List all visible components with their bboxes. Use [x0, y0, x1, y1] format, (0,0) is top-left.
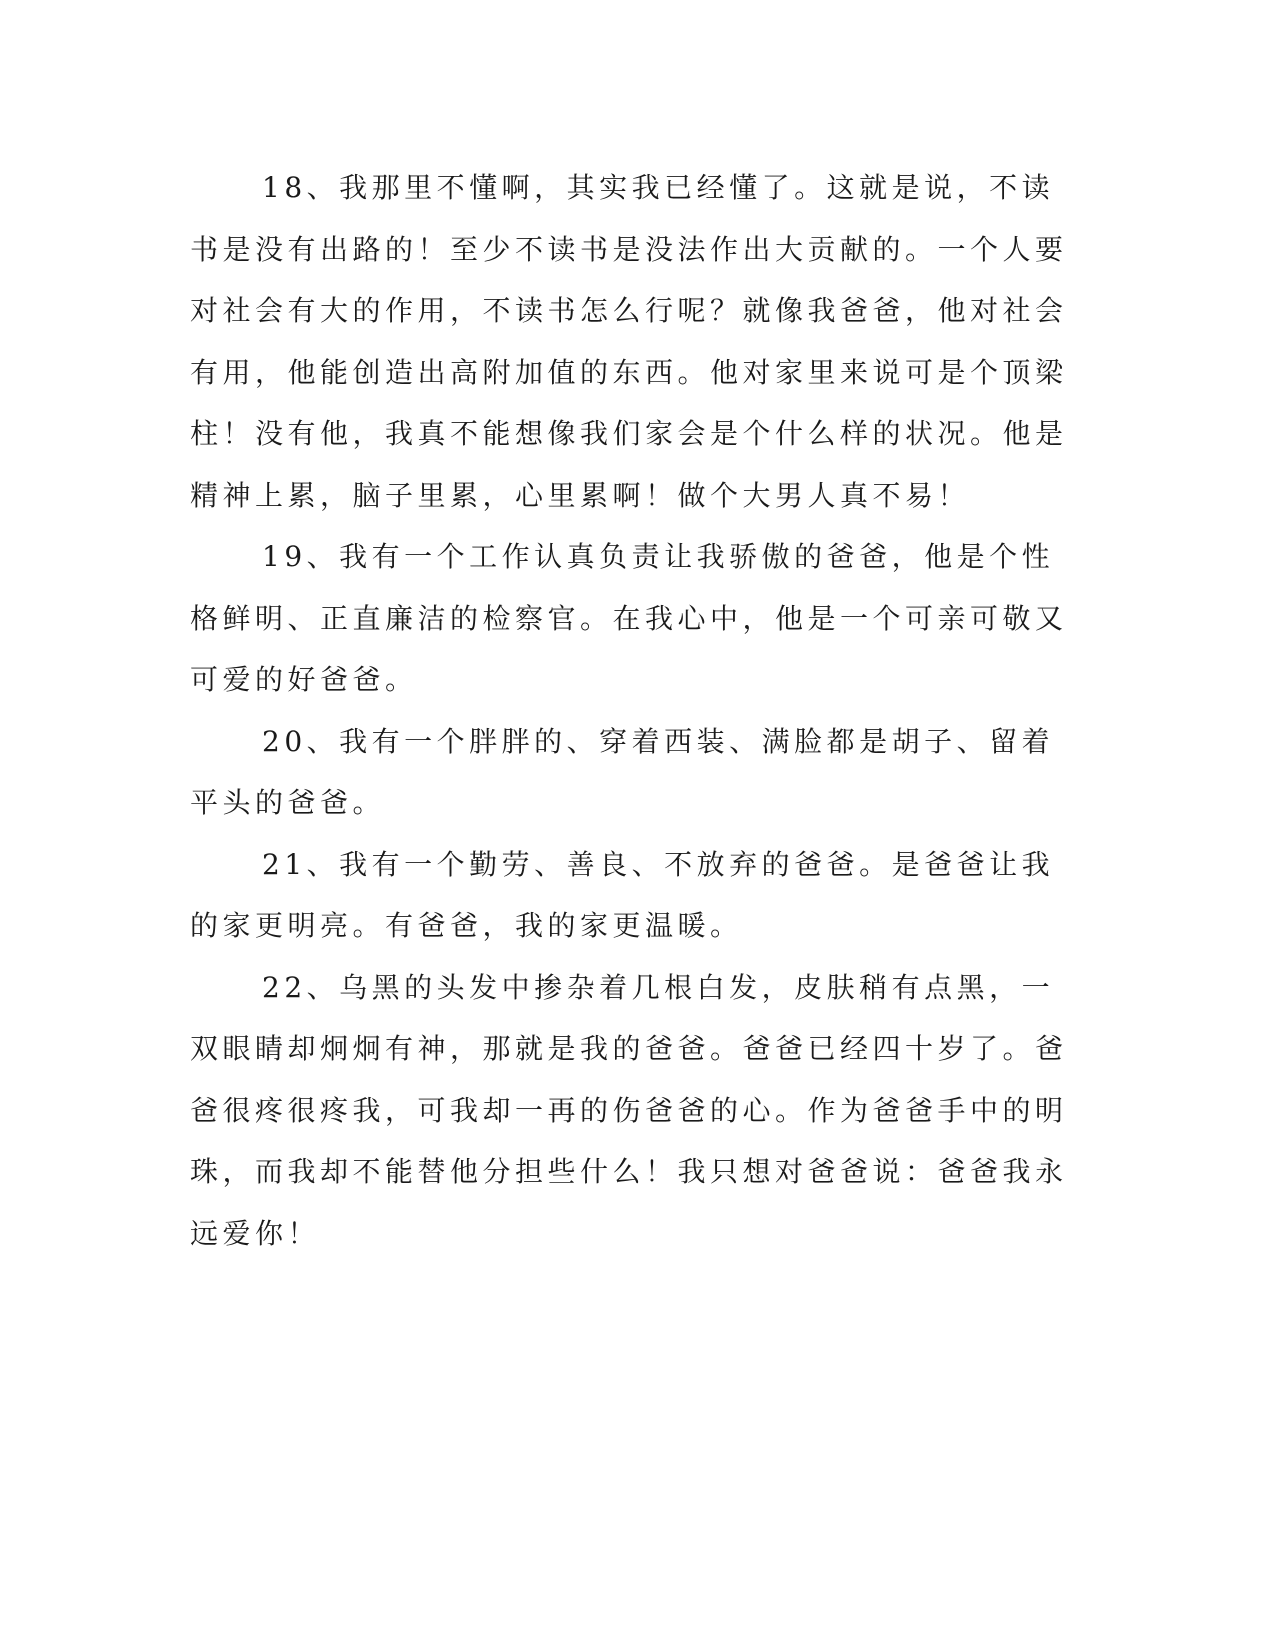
paragraph-22: 22、乌黑的头发中掺杂着几根白发，皮肤稍有点黑，一双眼睛却炯炯有神，那就是我的爸爸。爸爸已经四十岁了。爸爸很疼很疼我，可我却一再的伤爸爸的心。作为爸爸手中的明珠，而我却不能替他分担些什么！我只想对爸爸说：爸爸我永远爱你！ [190, 970, 1068, 1250]
document-body [190, 157, 1080, 1264]
paragraph-21: 21、我有一个勤劳、善良、不放弃的爸爸。是爸爸让我的家更明亮。有爸爸，我的家更温暖。 [190, 847, 1055, 942]
paragraph-20: 20、我有一个胖胖的、穿着西装、满脸都是胡子、留着平头的爸爸。 [190, 724, 1055, 819]
paragraph-19: 19、我有一个工作认真负责让我骄傲的爸爸，他是个性格鲜明、正直廉洁的检察官。在我心中，他是一个可亲可敬又可爱的好爸爸。 [190, 540, 1068, 696]
paragraph-18: 18、我那里不懂啊，其实我已经懂了。这就是说，不读书是没有出路的！至少不读书是没法作出大贡献的。一个人要对社会有大的作用，不读书怎么行呢？就像我爸爸，他对社会有用，他能创造出高附加值的东西。他对家里来说可是个顶梁柱！没有他，我真不能想像我们家会是个什么样的状况。他是精神上累，脑子里累，心里累啊！做个大男人真不易！ [190, 171, 1068, 512]
